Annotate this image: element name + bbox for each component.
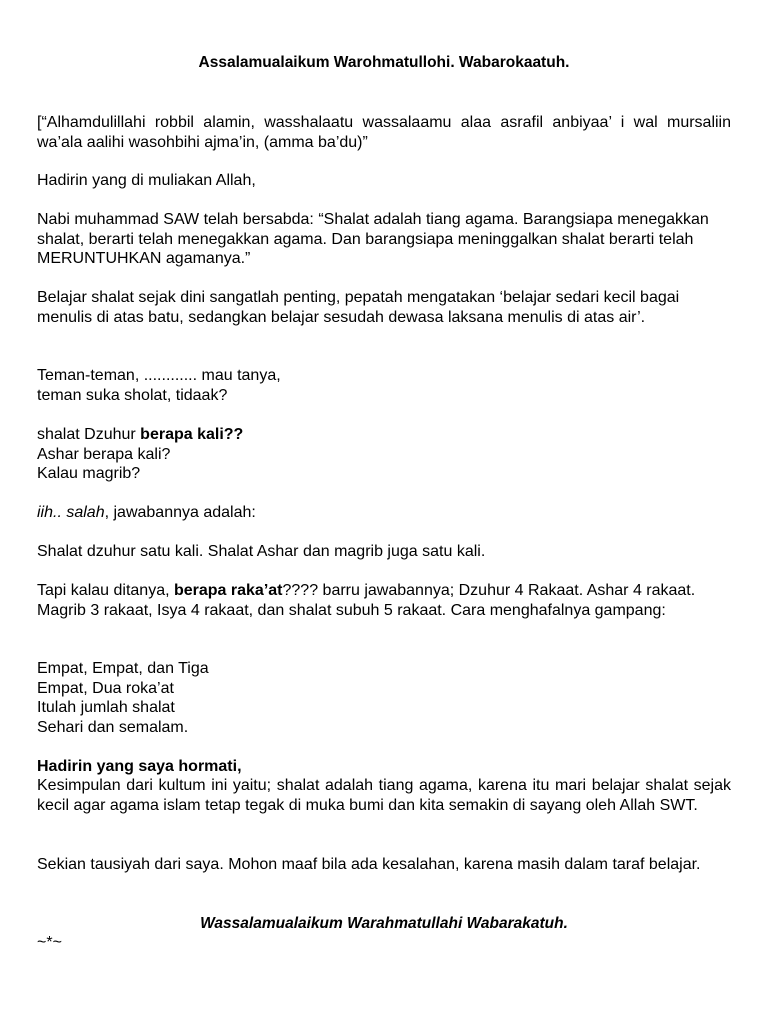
opening-prayer: [“Alhamdulillahi robbil alamin, wasshalaatu wassalaamu alaa asrafil anbiyaa’ i wal mursaliin wa’ala aalihi wasohbihi ajma’in, (amma ba’du)” [37,114,731,151]
question-magrib: Kalau magrib? [37,465,141,482]
answer-intro-italic: iih.. salah [37,504,105,521]
question-dzuhur-emphasis: berapa kali?? [140,426,244,443]
closing-apology-paragraph: Sekian tausiyah dari saya. Mohon maaf bila ada kesalahan, karena masih dalam taraf belajar. [37,856,701,873]
questions-paragraph [37,425,731,484]
answer-intro-text: , jawabannya adalah: [104,504,256,521]
question-ashar: Ashar berapa kali? [37,445,171,463]
rakaat-prefix: Tapi kalau ditanya, [37,582,174,599]
hadith-paragraph: Nabi muhammad SAW telah bersabda: “Shalat adalah tiang agama. Barangsiapa menegakkan shalat, berarti telah menegakkan agama. Dan barangsiapa meninggalkan shalat berarti telah MERUNTUHKAN agamanya.” [37,211,709,267]
rakaat-paragraph [37,581,731,620]
verse-line: Empat, Empat, dan Tiga [37,660,209,677]
verse-line: Sehari dan semalam. [37,718,189,736]
closing-salam: Wassalamualaikum Warahmatullahi Wabarakatuh. [200,915,568,932]
question-intro-line-2: teman suka sholat, tidaak? [37,386,228,404]
question-dzuhur-text: shalat Dzuhur [37,426,141,443]
answer-paragraph: Shalat dzuhur satu kali. Shalat Ashar dan magrib juga satu kali. [37,543,486,560]
question-intro-line-1: Teman-teman, ............ mau tanya, [37,367,281,384]
ending-mark: ~*~ [37,934,62,951]
document-title: Assalamualaikum Warohmatullohi. Wabarokaatuh. [198,54,570,71]
greeting-paragraph: Hadirin yang di muliakan Allah, [37,172,256,189]
proverb-paragraph: Belajar shalat sejak dini sangatlah penting, pepatah mengatakan ‘belajar sedari kecil bagai menulis di atas batu, sedangkan belajar sesudah dewasa laksana menulis di atas air’. [37,289,680,326]
answer-intro-paragraph [37,503,731,523]
verse-line: Itulah jumlah shalat [37,699,175,716]
question-intro-paragraph [37,366,731,405]
greeting-heading-text: Hadirin yang saya hormati, [37,758,242,775]
verse-paragraph [37,659,731,737]
greeting-heading [37,757,731,777]
rakaat-emphasis: berapa raka’at [173,582,283,599]
verse-line: Empat, Dua roka’at [37,679,174,697]
conclusion-paragraph: Kesimpulan dari kultum ini yaitu; shalat adalah tiang agama, karena itu mari belajar shalat sejak kecil agar agama islam tetap tegak di muka bumi dan kita semakin di sayang oleh Allah SWT. [37,777,731,814]
rakaat-text: ???? barru jawabannya; Dzuhur 4 Rakaat. Ashar 4 rakaat. Magrib 3 rakaat, Isya 4 rakaat, dan shalat subuh 5 rakaat. Cara menghafalnya gampang: [37,582,696,619]
question-dzuhur [37,425,731,445]
